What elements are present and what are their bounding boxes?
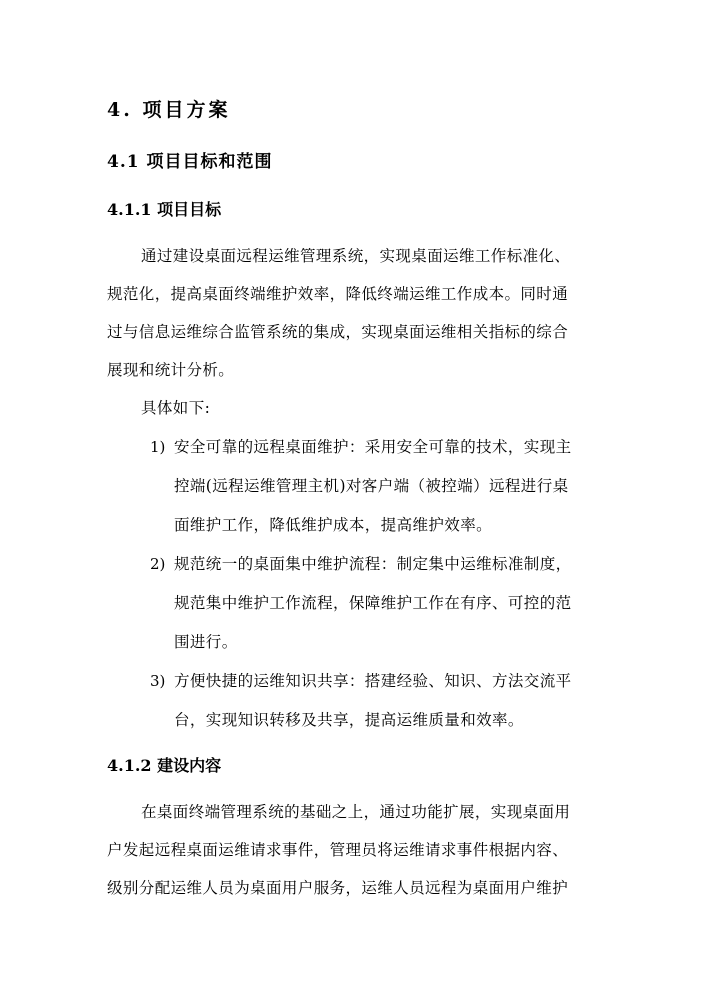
paragraph-line: 在桌面终端管理系统的基础之上，通过功能扩展，实现桌面用	[141, 803, 571, 821]
list-item-line: 方便快捷的运维知识共享：搭建经验、知识、方法交流平	[174, 672, 572, 690]
paragraph-line: 展现和统计分析。	[107, 361, 235, 379]
section-heading: 4. 项目方案	[107, 99, 231, 121]
list-item-line: 规范统一的桌面集中维护流程：制定集中运维标准制度，	[174, 555, 572, 573]
sub-subsection-heading-goals: 4.1.1 项目目标	[107, 200, 222, 219]
list-item-line: 安全可靠的远程桌面维护：采用安全可靠的技术，实现主	[174, 438, 572, 456]
subsection-heading: 4.1 项目目标和范围	[107, 152, 273, 172]
paragraph-line: 通过建设桌面远程运维管理系统，实现桌面运维工作标准化、	[141, 247, 571, 265]
paragraph-line: 户发起远程桌面运维请求事件，管理员将运维请求事件根据内容、	[107, 841, 569, 859]
paragraph-line: 过与信息运维综合监管系统的集成，实现桌面运维相关指标的综合	[107, 323, 569, 341]
list-number: 3)	[150, 672, 166, 690]
list-number: 1)	[150, 438, 166, 456]
sub-subsection-heading-content: 4.1.2 建设内容	[107, 756, 222, 775]
paragraph-line: 规范化，提高桌面终端维护效率，降低终端运维工作成本。同时通	[107, 285, 569, 303]
paragraph-line: 级别分配运维人员为桌面用户服务，运维人员远程为桌面用户维护	[107, 879, 569, 897]
list-intro: 具体如下:	[141, 399, 211, 417]
list-number: 2)	[150, 555, 166, 573]
list-item-line: 控端(远程运维管理主机)对客户端（被控端）远程进行桌	[174, 477, 569, 495]
list-item-line: 规范集中维护工作流程，保障维护工作在有序、可控的范	[174, 594, 572, 612]
list-item-line: 台，实现知识转移及共享，提高运维质量和效率。	[174, 711, 524, 729]
list-item-line: 围进行。	[174, 633, 238, 651]
list-item-line: 面维护工作，降低维护成本，提高维护效率。	[174, 516, 493, 534]
